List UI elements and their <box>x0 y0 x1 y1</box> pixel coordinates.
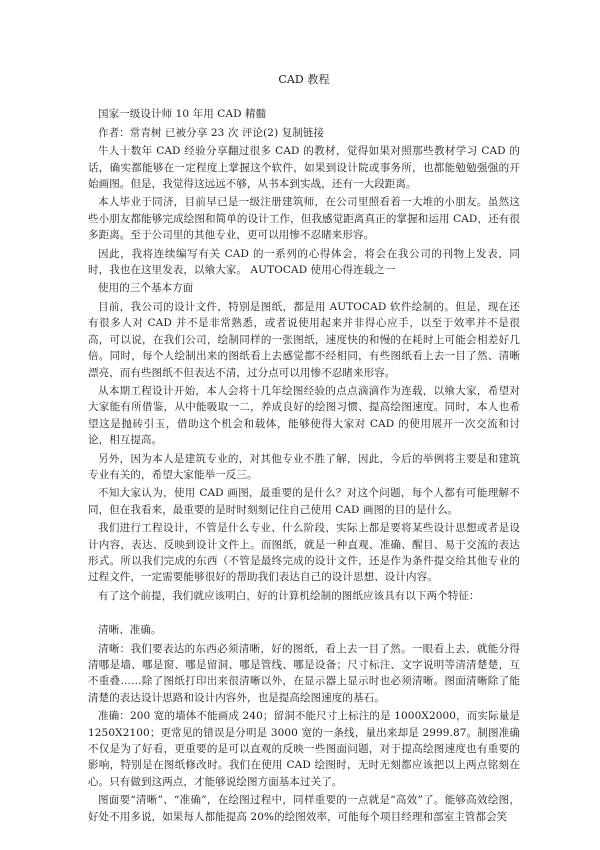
section-three-aspects: 使用的三个基本方面 <box>98 282 194 295</box>
paragraph-discipline-note: 另外，因为本人是建筑专业的，对其他专业不胜了解，因此，今后的举例将主要是和建筑专业有关的，希望大家能举一反三。 <box>88 452 520 481</box>
paragraph-series: 因此，我将连续编写有关 CAD 的一系列的心得体会，将会在我公司的刊物上发表，同时，我也在这里发表，以飨大家。 AUTOCAD 使用心得连载之一 <box>88 247 520 277</box>
paragraph-background: 本人毕业于同济，目前早已是一级注册建筑师，在公司里照看着一大堆的小朋友。虽然这些小朋友都能够完成绘图和简单的设计工作，但我感觉距离真正的掌握和运用 CAD，还有很多距离。至于公司里的其他专业，更可以用惨不忍睹来形容。 <box>88 196 520 242</box>
paragraph-current-state: 目前，我公司的设计文件，特别是图纸，都是用 AUTOCAD 软件绘制的。但是，现在还有很多人对 CAD 并不是非常熟悉，或者说使用起来并非得心应手，以至于效率并不是很高，可以说，在我们公司，绘制同样的一张图纸，速度快的和慢的在耗时上可能会相差好几倍。同时，每个人绘制出来的图纸看上去感觉都不经相同，有些图纸看上去一目了然、清晰漂亮，而有些图纸不但表达不清，过分点可以用惨不忍睹来形容。 <box>88 300 520 379</box>
document-page <box>88 72 520 827</box>
paragraph-two-features: 有了这个前提，我们就应该明白，好的计算机绘制的图纸应该具有以下两个特征： <box>98 589 480 602</box>
subtitle: 国家一级设计师 10 年用 CAD 精髓 <box>98 108 267 121</box>
section-heading-clear-accurate: 清晰、准确。 <box>98 624 162 637</box>
paragraph-design-purpose: 我们进行工程设计，不管是什么专业、什么阶段，实际上都是要将某些设计思想或者是设计内容，表达、反映到设计文件上。而图纸，就是一种直观、准确、醒目、易于交流的表达形式。所以我们完成的东西（不管是最终完成的设计文件，还是作为条件提交给其他专业的过程文件，一定需要能够很好的帮助我们表达自己的设计思想、设计内容。 <box>88 522 520 584</box>
paragraph-efficiency: 图面要“清晰”、“准确”，在绘图过程中，同样重要的一点就是“高效”了。能够高效绘图，好处不用多说，如果每人都能提高 20%的绘图效率，可能每个项目经理和部室主管都会笑 <box>88 794 520 823</box>
document-title: CAD 教程 <box>278 73 330 86</box>
author-meta: 作者：常青树 已被分享 23 次 评论(2) 复制链接 <box>98 126 325 139</box>
paragraph-serial-plan: 从本期工程设计开始，本人会将十几年绘图经验的点点滴滴作为连载，以飨大家，希望对大家能有所借鉴，从中能吸取一二，养成良好的绘图习惯、提高绘图速度。同时，本人也希望这是抛砖引玉，借助这个机会和载体，能够使得大家对 CAD 的使用展开一次交流和讨论，相互提高。 <box>88 384 520 447</box>
paragraph-key-question: 不知大家认为，使用 CAD 画图，最重要的是什么？对这个问题，每个人都有可能理解不同，但在我看来，最重要的是时时刻刻记住自己使用 CAD 画图的目的是什么。 <box>88 487 520 516</box>
spacer <box>88 606 520 622</box>
paragraph-clarity: 清晰：我们要表达的东西必须清晰，好的图纸，看上去一目了然。一眼看上去，就能分得清哪是墙、哪是窗、哪是留洞、哪是管线、哪是设备；尺寸标注、文字说明等清清楚楚，互不重叠……除了图纸打印出来很清晰以外，在显示器上显示时也必须清晰。图面清晰除了能清楚的表达设计思路和设计内容外，也是提高绘图速度的基石。 <box>88 642 520 704</box>
paragraph-accuracy: 准确：200 宽的墙体不能画成 240；留洞不能尺寸上标注的是 1000X2000，而实际量是1250X2100；更常见的错误是分明是 3000 宽的一条线，量出来却是 2999.87。制图准确不仅是为了好看，更重要的是可以直观的反映一些图面问题，对于提高绘图速度也有重要的影响，特别是在图纸修改时。我们在使用 CAD 绘图时，无时无刻都应该把以上两点铭刻在心。只有做到这两点，才能够说绘图方面基本过关了。 <box>88 710 520 788</box>
paragraph-intro: 牛人十数年 CAD 经验分享翻过很多 CAD 的教材，觉得如果对照那些教材学习 CAD 的话，确实都能够在一定程度上掌握这个软件，如果到设计院或事务所，也都能勉勉强强的开始画图。但是，我觉得这远远不够，从书本到实战，还有一大段距离。 <box>88 145 520 191</box>
